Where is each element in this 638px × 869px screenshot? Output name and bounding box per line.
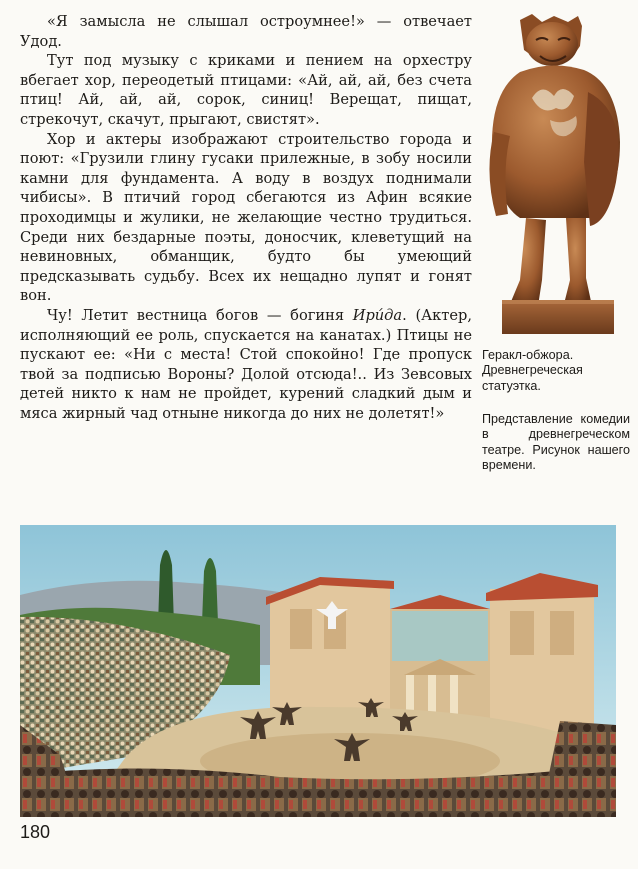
- main-text: [20, 12, 472, 423]
- iris-text-after: . (Актер, исполняющий ее роль, спускается на канатах.) Птицы не пускают ее: «Ни с места! Стой спокойно! Где пропуск твой за подписью Вороны? Долой отсюда!.. Из Зевсовых детей никто к нам не пройдет, курений сладкий дым и мяса жирный чад отныне никогда до них не долетят!»: [20, 306, 472, 422]
- iris-text-before: Чу! Летит вестница богов — богиня: [47, 306, 353, 324]
- paragraph-city-building: Хор и актеры изображают строительство города и поют: «Грузили глину гусаки прилежные, в зобу носили камни для фундамента. А воду в воздух поднимали чибисы». В птичий город сбегаются из Афин всякие проходимцы и жулики, не желающие честно трудиться. Среди них бездарные поэты, доносчик, клеветущий на невиновных, обманщик, будто бы умеющий предсказывать судьбу. Всех их нещадно лупят и гонят вон.: [20, 130, 472, 305]
- ancient-theatre-illustration: [20, 525, 616, 817]
- heracles-statuette-image: [480, 12, 630, 342]
- paragraph-bird-chorus: Тут под музыку с криками и пением на орхестру вбегает хор, переодетый птицами: «Ай, ай, ай, без счета птиц! Ай, ай, ай, сорок, синиц! Верещат, пищат, стрекочут, скачут, прыгают, свистят».: [20, 52, 472, 128]
- page-number: 180: [20, 822, 51, 842]
- iris-name: Ири́да: [352, 306, 403, 324]
- statuette-caption: Геракл-обжора. Древнегреческая статуэтка.: [482, 348, 583, 393]
- paragraph-udod-reply: «Я замысла не слышал остроумнее!» — отвечает Удод.: [20, 13, 472, 50]
- theatre-caption: Представление комедии в древнегреческом театре. Рисунок нашего времени.: [482, 412, 630, 473]
- paragraph-iris: [20, 306, 472, 424]
